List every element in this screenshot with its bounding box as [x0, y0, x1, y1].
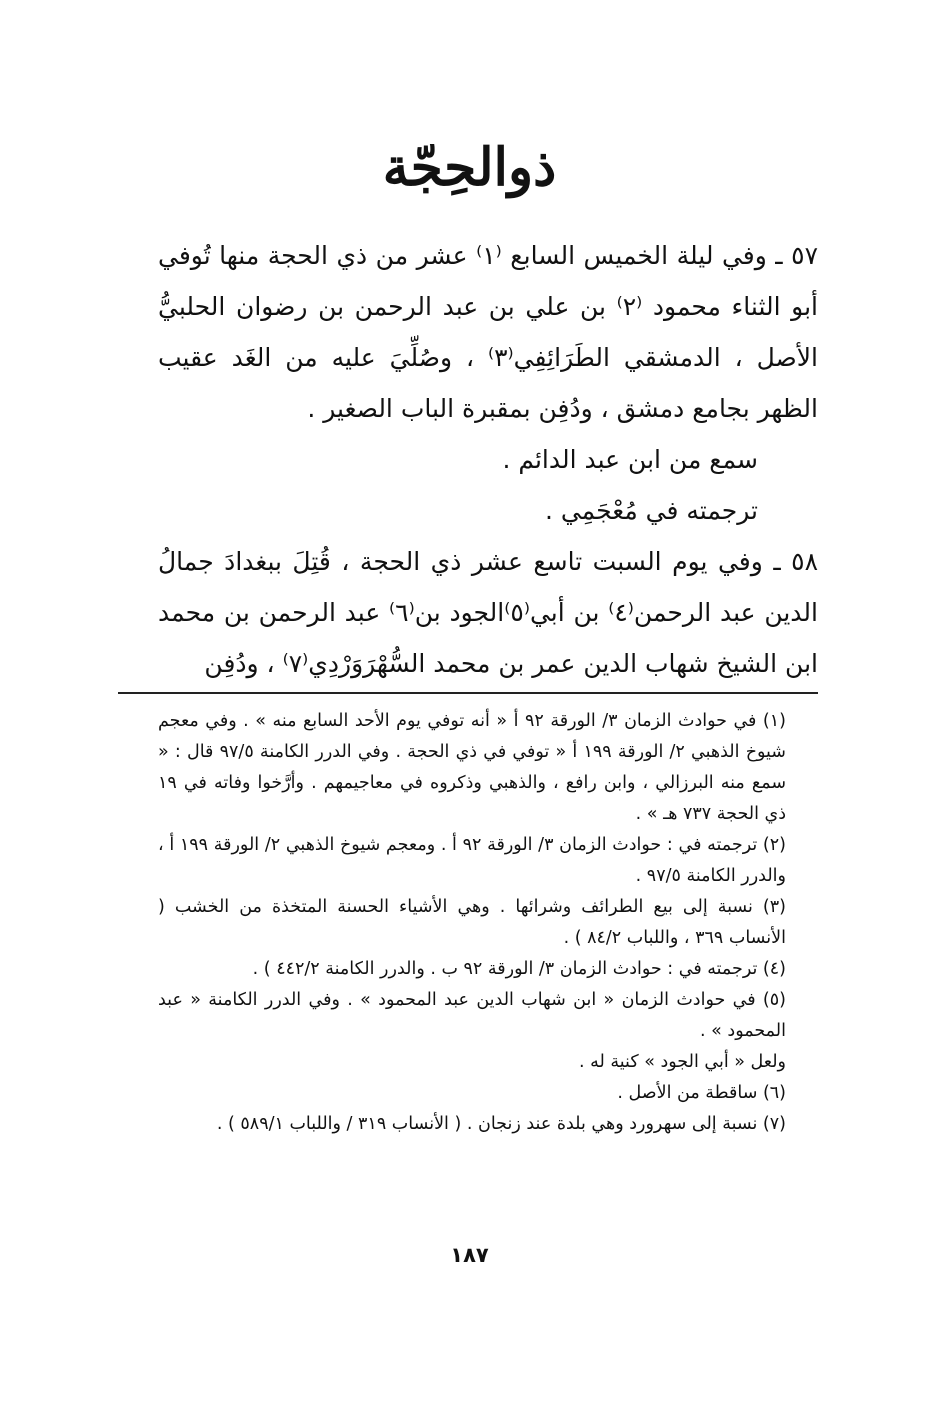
footnote-7: (٧) نسبة إلى سهرورد وهي بلدة عند زنجان . ( الأنساب ٣١٩ / واللباب ٥٨٩/١ ) . [216, 1114, 786, 1134]
footnote-5: (٥) في حوادث الزمان « ابن شهاب الدين عبد المحمود » . وفي الدرر الكامنة « عبد المحمود » . [158, 990, 786, 1041]
entry-57-heard-from: سمع من ابن عبد الدائم . [502, 445, 758, 474]
main-text [158, 230, 818, 689]
footnote-5-continuation: ولعل « أبي الجود » كنية له . [578, 1052, 786, 1072]
footnote-4: (٤) ترجمته في : حوادث الزمان ٣/ الورقة ٩٢ ب . والدرر الكامنة ٤٤٢/٢ ) . [252, 959, 786, 979]
entry-57-biography-ref: ترجمته في مُعْجَمِي . [544, 496, 758, 525]
footnote-2: (٢) ترجمته في : حوادث الزمان ٣/ الورقة ٩٢ أ . ومعجم شيوخ الذهبي ٢/ الورقة ١٩٩ أ ، والدرر الكامنة ٩٧/٥ . [158, 835, 786, 886]
entry-58-paragraph: ٥٨ ـ وفي يوم السبت تاسع عشر ذي الحجة ، قُتِلَ ببغدادَ جمالُ الدين عبد الرحمن⁽٤⁾ بن أبي⁽٥⁾الجود بن⁽٦⁾ عبد الرحمن بن محمد ابن الشيخ شهاب الدين عمر بن محمد السُّهْرَوَرْدِي⁽٧⁾ ، ودُفِن [158, 547, 818, 678]
footnote-1: (١) في حوادث الزمان ٣/ الورقة ٩٢ أ « أنه توفي يوم الأحد السابع منه » . وفي معجم شيوخ الذهبي ٢/ الورقة ١٩٩ أ « توفي في ذي الحجة . وفي الدرر الكامنة ٩٧/٥ قال : « سمع منه البرزالي ، وابن رافع ، والذهبي وذكروه في معاجيمهم . وأرَّخوا وفاته في ١٩ ذي الحجة ٧٣٧ هـ » . [158, 711, 786, 824]
footnote-6: (٦) ساقطة من الأصل . [617, 1083, 786, 1103]
footnote-3: (٣) نسبة إلى بيع الطرائف وشرائها . وهي الأشياء الحسنة المتخذة من الخشب ( الأنساب ٣٦٩ ، واللباب ٨٤/٢ ) . [158, 897, 786, 948]
footnote-divider [118, 692, 818, 694]
section-heading: ذوالحِجّة [382, 137, 557, 198]
footnotes [158, 706, 824, 1140]
page-number: ١٨٧ [450, 1243, 489, 1267]
entry-57-paragraph: ٥٧ ـ وفي ليلة الخميس السابع ⁽١⁾ عشر من ذي الحجة منها تُوفي أبو الثناء محمود ⁽٢⁾ بن علي بن عبد الرحمن بن رضوان الحلبيُّ الأصل ، الدمشقي الطَرَائِفِي⁽٣⁾ ، وصُلِّيَ عليه من الغَد عقيب الظهر بجامع دمشق ، ودُفِن بمقبرة الباب الصغير . [158, 241, 818, 423]
